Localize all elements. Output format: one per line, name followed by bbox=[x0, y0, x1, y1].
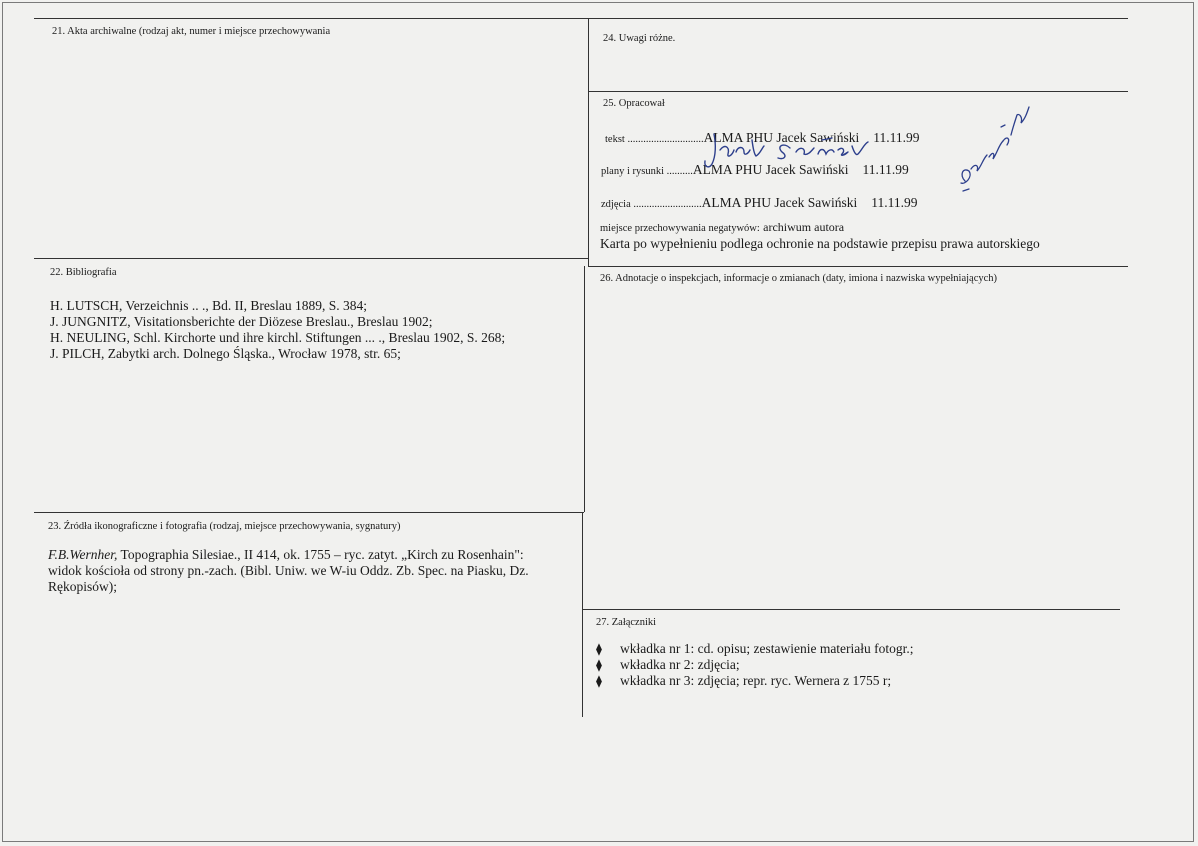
section-25-label: 25. Opracował bbox=[603, 98, 665, 109]
author-row-label: plany i rysunki bbox=[601, 166, 664, 177]
iconography-line-3: Rękopisów); bbox=[48, 579, 117, 594]
handwritten-signature-initials bbox=[945, 95, 1035, 195]
negatives-row bbox=[600, 219, 844, 235]
section-22-label: 22. Bibliografia bbox=[50, 267, 117, 278]
list-item: ⧫ wkładka nr 1: cd. opisu; zestawienie materiału fotogr.; bbox=[596, 641, 914, 656]
diamond-bullet-icon: ⧫ bbox=[596, 674, 602, 688]
handwritten-signature-name bbox=[700, 126, 900, 176]
iconography-author: F.B.Wernher, bbox=[48, 547, 118, 562]
author-row-label: tekst bbox=[605, 134, 625, 145]
divider-24-25 bbox=[588, 91, 1128, 92]
section-24-label: 24. Uwagi różne. bbox=[603, 33, 676, 44]
author-row-label: zdjęcia bbox=[601, 199, 631, 210]
column-divider-lower bbox=[582, 512, 583, 717]
bibliography-entry: H. NEULING, Schl. Kirchorte und ihre kirchl. Stiftungen ... ., Breslau 1902, S. 268; bbox=[50, 330, 506, 345]
column-divider-middle bbox=[584, 266, 585, 512]
bibliography-entry: H. LUTSCH, Verzeichnis .. ., Bd. II, Breslau 1889, S. 384; bbox=[50, 298, 367, 313]
section-27-label: 27. Załączniki bbox=[596, 617, 657, 628]
iconography-text: Topographia Silesiae., II 414, ok. 1755 – ryc. zatyt. „Kirch zu Rosenhain": bbox=[117, 547, 524, 562]
list-item: ⧫ wkładka nr 2: zdjęcia; bbox=[596, 657, 740, 672]
author-row-dots: .......... bbox=[664, 166, 693, 177]
divider-top bbox=[34, 18, 1128, 19]
list-item: ⧫ wkładka nr 3: zdjęcia; repr. ryc. Wernera z 1755 r; bbox=[596, 673, 892, 688]
divider-22-23 bbox=[34, 512, 584, 513]
author-row-value: ALMA PHU Jacek Sawiński bbox=[703, 130, 860, 145]
section-26-label: 26. Adnotacje o inspekcjach, informacje o zmianach (daty, imiona i nazwiska wypełniających) bbox=[600, 273, 998, 284]
diamond-bullet-icon: ⧫ bbox=[596, 658, 602, 672]
iconography-line-2: widok kościoła od strony pn.-zach. (Bibl. Uniw. we W-iu Oddz. Zb. Spec. na Piasku, Dz. bbox=[48, 563, 529, 578]
diamond-bullet-icon: ⧫ bbox=[596, 642, 602, 656]
section-21-label: 21. Akta archiwalne (rodzaj akt, numer i miejsce przechowywania bbox=[52, 26, 331, 37]
divider-21-22 bbox=[34, 258, 588, 259]
author-row-dots: ............................. bbox=[624, 134, 704, 145]
column-divider-upper bbox=[588, 18, 589, 266]
bibliography-entry: J. JUNGNITZ, Visitationsberichte der Diözese Breslau., Breslau 1902; bbox=[50, 314, 433, 329]
author-row-date: 11.11.99 bbox=[873, 130, 920, 145]
bibliography-entry: J. PILCH, Zabytki arch. Dolnego Śląska., Wrocław 1978, str. 65; bbox=[50, 346, 401, 361]
divider-26-27 bbox=[582, 609, 1120, 610]
author-row-date: 11.11.99 bbox=[862, 162, 909, 177]
negatives-value: archiwum autora bbox=[763, 220, 845, 234]
negatives-label: miejsce przechowywania negatywów: bbox=[600, 223, 760, 234]
author-row-value: ALMA PHU Jacek Sawiński bbox=[701, 195, 858, 210]
copyright-note: Karta po wypełnieniu podlega ochronie na podstawie przepisu prawa autorskiego bbox=[600, 236, 1040, 251]
iconography-line-1 bbox=[48, 547, 524, 563]
author-row-date: 11.11.99 bbox=[871, 195, 918, 210]
author-row-dots: .......................... bbox=[630, 199, 702, 210]
section-23-label: 23. Źródła ikonograficzne i fotografia (rodzaj, miejsce przechowywania, sygnatury) bbox=[48, 521, 401, 532]
author-row-photos bbox=[601, 195, 917, 211]
author-row-value: ALMA PHU Jacek Sawiński bbox=[692, 162, 849, 177]
divider-25-26 bbox=[588, 266, 1128, 267]
